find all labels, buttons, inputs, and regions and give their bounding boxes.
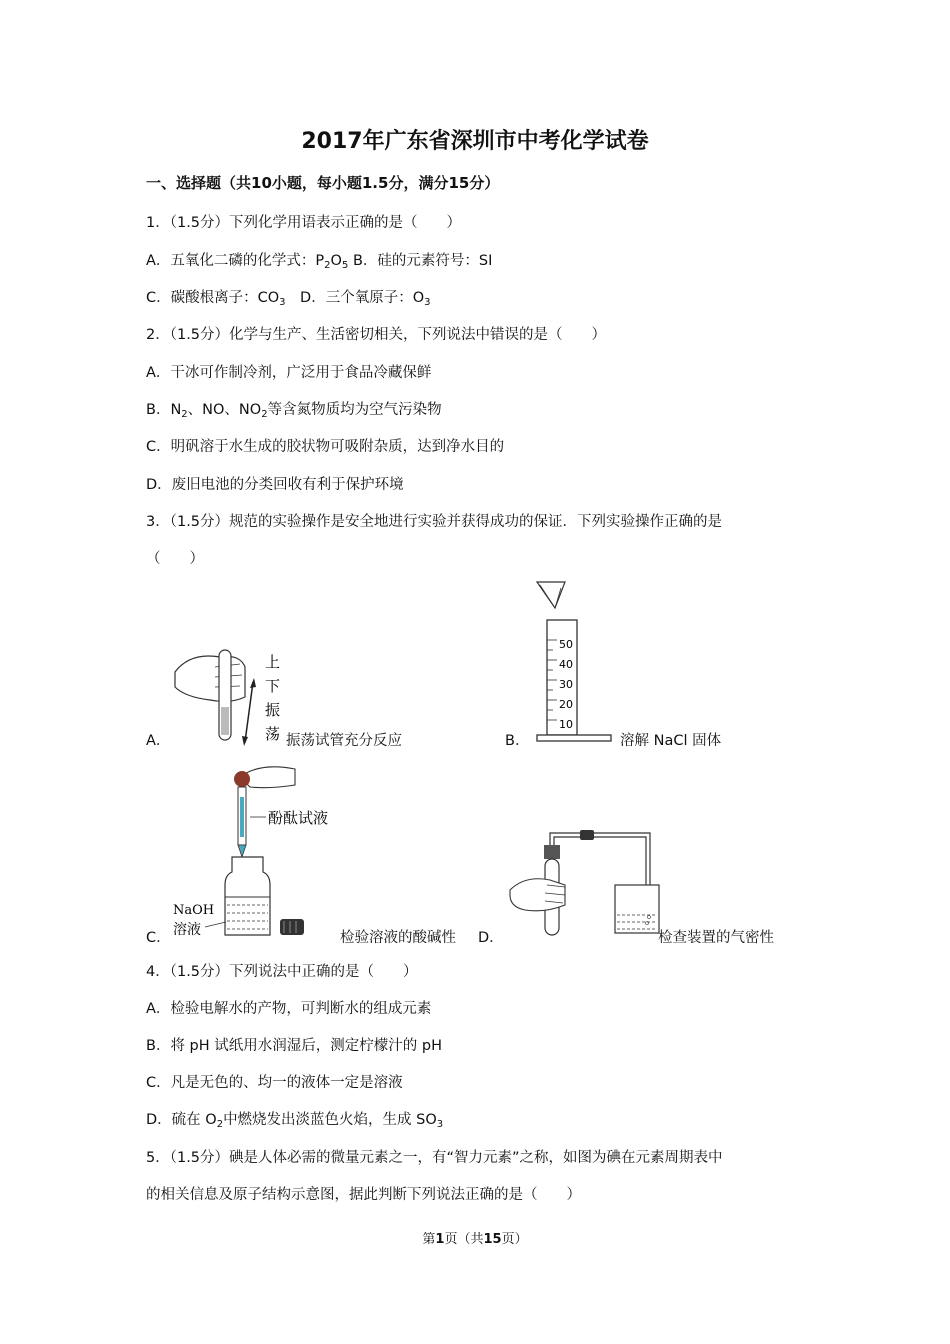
scale-20: 20 (559, 698, 573, 711)
shake-label-4: 荡 (265, 725, 281, 743)
solution-label: 溶液 (173, 922, 201, 938)
q2-option-b: B．$N_2$、NO、$NO_2$等含氮物质均为空气污染物 (146, 402, 442, 420)
airtightness-check-figure (505, 825, 660, 940)
shake-label-2: 下 (265, 677, 281, 695)
q2-stem: 2．（1.5分）化学与生产、生活密切相关，下列说法中错误的是（ ） (146, 327, 607, 343)
q3-stem: 3．（1.5分）规范的实验操作是安全地进行实验并获得成功的保证．下列实验操作正确的是 (146, 514, 723, 530)
q4-option-c: C．凡是无色的、均一的液体一定是溶液 (146, 1075, 403, 1091)
q5-stem-line2: 的相关信息及原子结构示意图，据此判断下列说法正确的是（ ） (146, 1187, 581, 1203)
q3-d-caption: 检查装置的气密性 (658, 930, 774, 946)
scale-10: 10 (559, 718, 573, 731)
q1-options-ab: A．五氧化二磷的化学式：$P_2O_5$ B．硅的元素符号：SI (146, 253, 493, 271)
q3-c-caption: 检验溶液的酸碱性 (340, 930, 456, 946)
page-title: 2017年广东省深圳市中考化学试卷 (301, 129, 649, 154)
q3-b-caption: 溶解 NaCl 固体 (620, 733, 722, 749)
q4-option-b: B．将 pH 试纸用水润湿后，测定柠檬汁的 pH (146, 1038, 442, 1054)
scale-30: 30 (559, 678, 573, 691)
q4-stem: 4．（1.5分）下列说法中正确的是（ ） (146, 964, 418, 980)
q1-options-cd: C．碳酸根离子：$CO_3$ D．三个氧原子：$O_3$ (146, 290, 431, 308)
q2-option-a: A．干冰可作制冷剂，广泛用于食品冷藏保鲜 (146, 365, 432, 381)
q5-stem-line1: 5．（1.5分）碘是人体必需的微量元素之一，有“智力元素”之称，如图为碘在元素周期表中 (146, 1150, 723, 1166)
q3-paren: （ ） (146, 551, 204, 567)
section-heading: 一、选择题（共10小题，每小题1.5分，满分15分） (146, 174, 500, 192)
q3-b-label: B． (505, 733, 530, 749)
page-footer: 第1页（共15页） (422, 1232, 528, 1247)
naoh-label: NaOH (173, 903, 215, 918)
q4-option-a: A．检验电解水的产物，可判断水的组成元素 (146, 1001, 432, 1017)
shake-label-3: 振 (265, 701, 281, 719)
q3-d-label: D． (478, 930, 504, 946)
scale-50: 50 (559, 638, 573, 651)
q2-option-c: C．明矾溶于水生成的胶状物可吸附杂质，达到净水目的 (146, 439, 505, 455)
q4-option-d: D．硫在 $O_2$中燃烧发出淡蓝色火焰，生成 $SO_3$ (146, 1112, 444, 1130)
shake-label-1: 上 (265, 653, 281, 671)
q3-a-caption: 振荡试管充分反应 (286, 733, 402, 749)
q3-a-label: A． (146, 733, 171, 749)
q3-c-label: C． (146, 930, 171, 946)
graduated-cylinder-figure (535, 580, 615, 745)
indicator-test-figure (170, 757, 345, 942)
scale-40: 40 (559, 658, 573, 671)
q1-stem: 1．（1.5分）下列化学用语表示正确的是（ ） (146, 215, 462, 231)
phenolphthalein-label: 酚酞试液 (268, 809, 329, 827)
shaking-test-tube-figure (170, 642, 290, 747)
q2-option-d: D．废旧电池的分类回收有利于保护环境 (146, 477, 404, 493)
